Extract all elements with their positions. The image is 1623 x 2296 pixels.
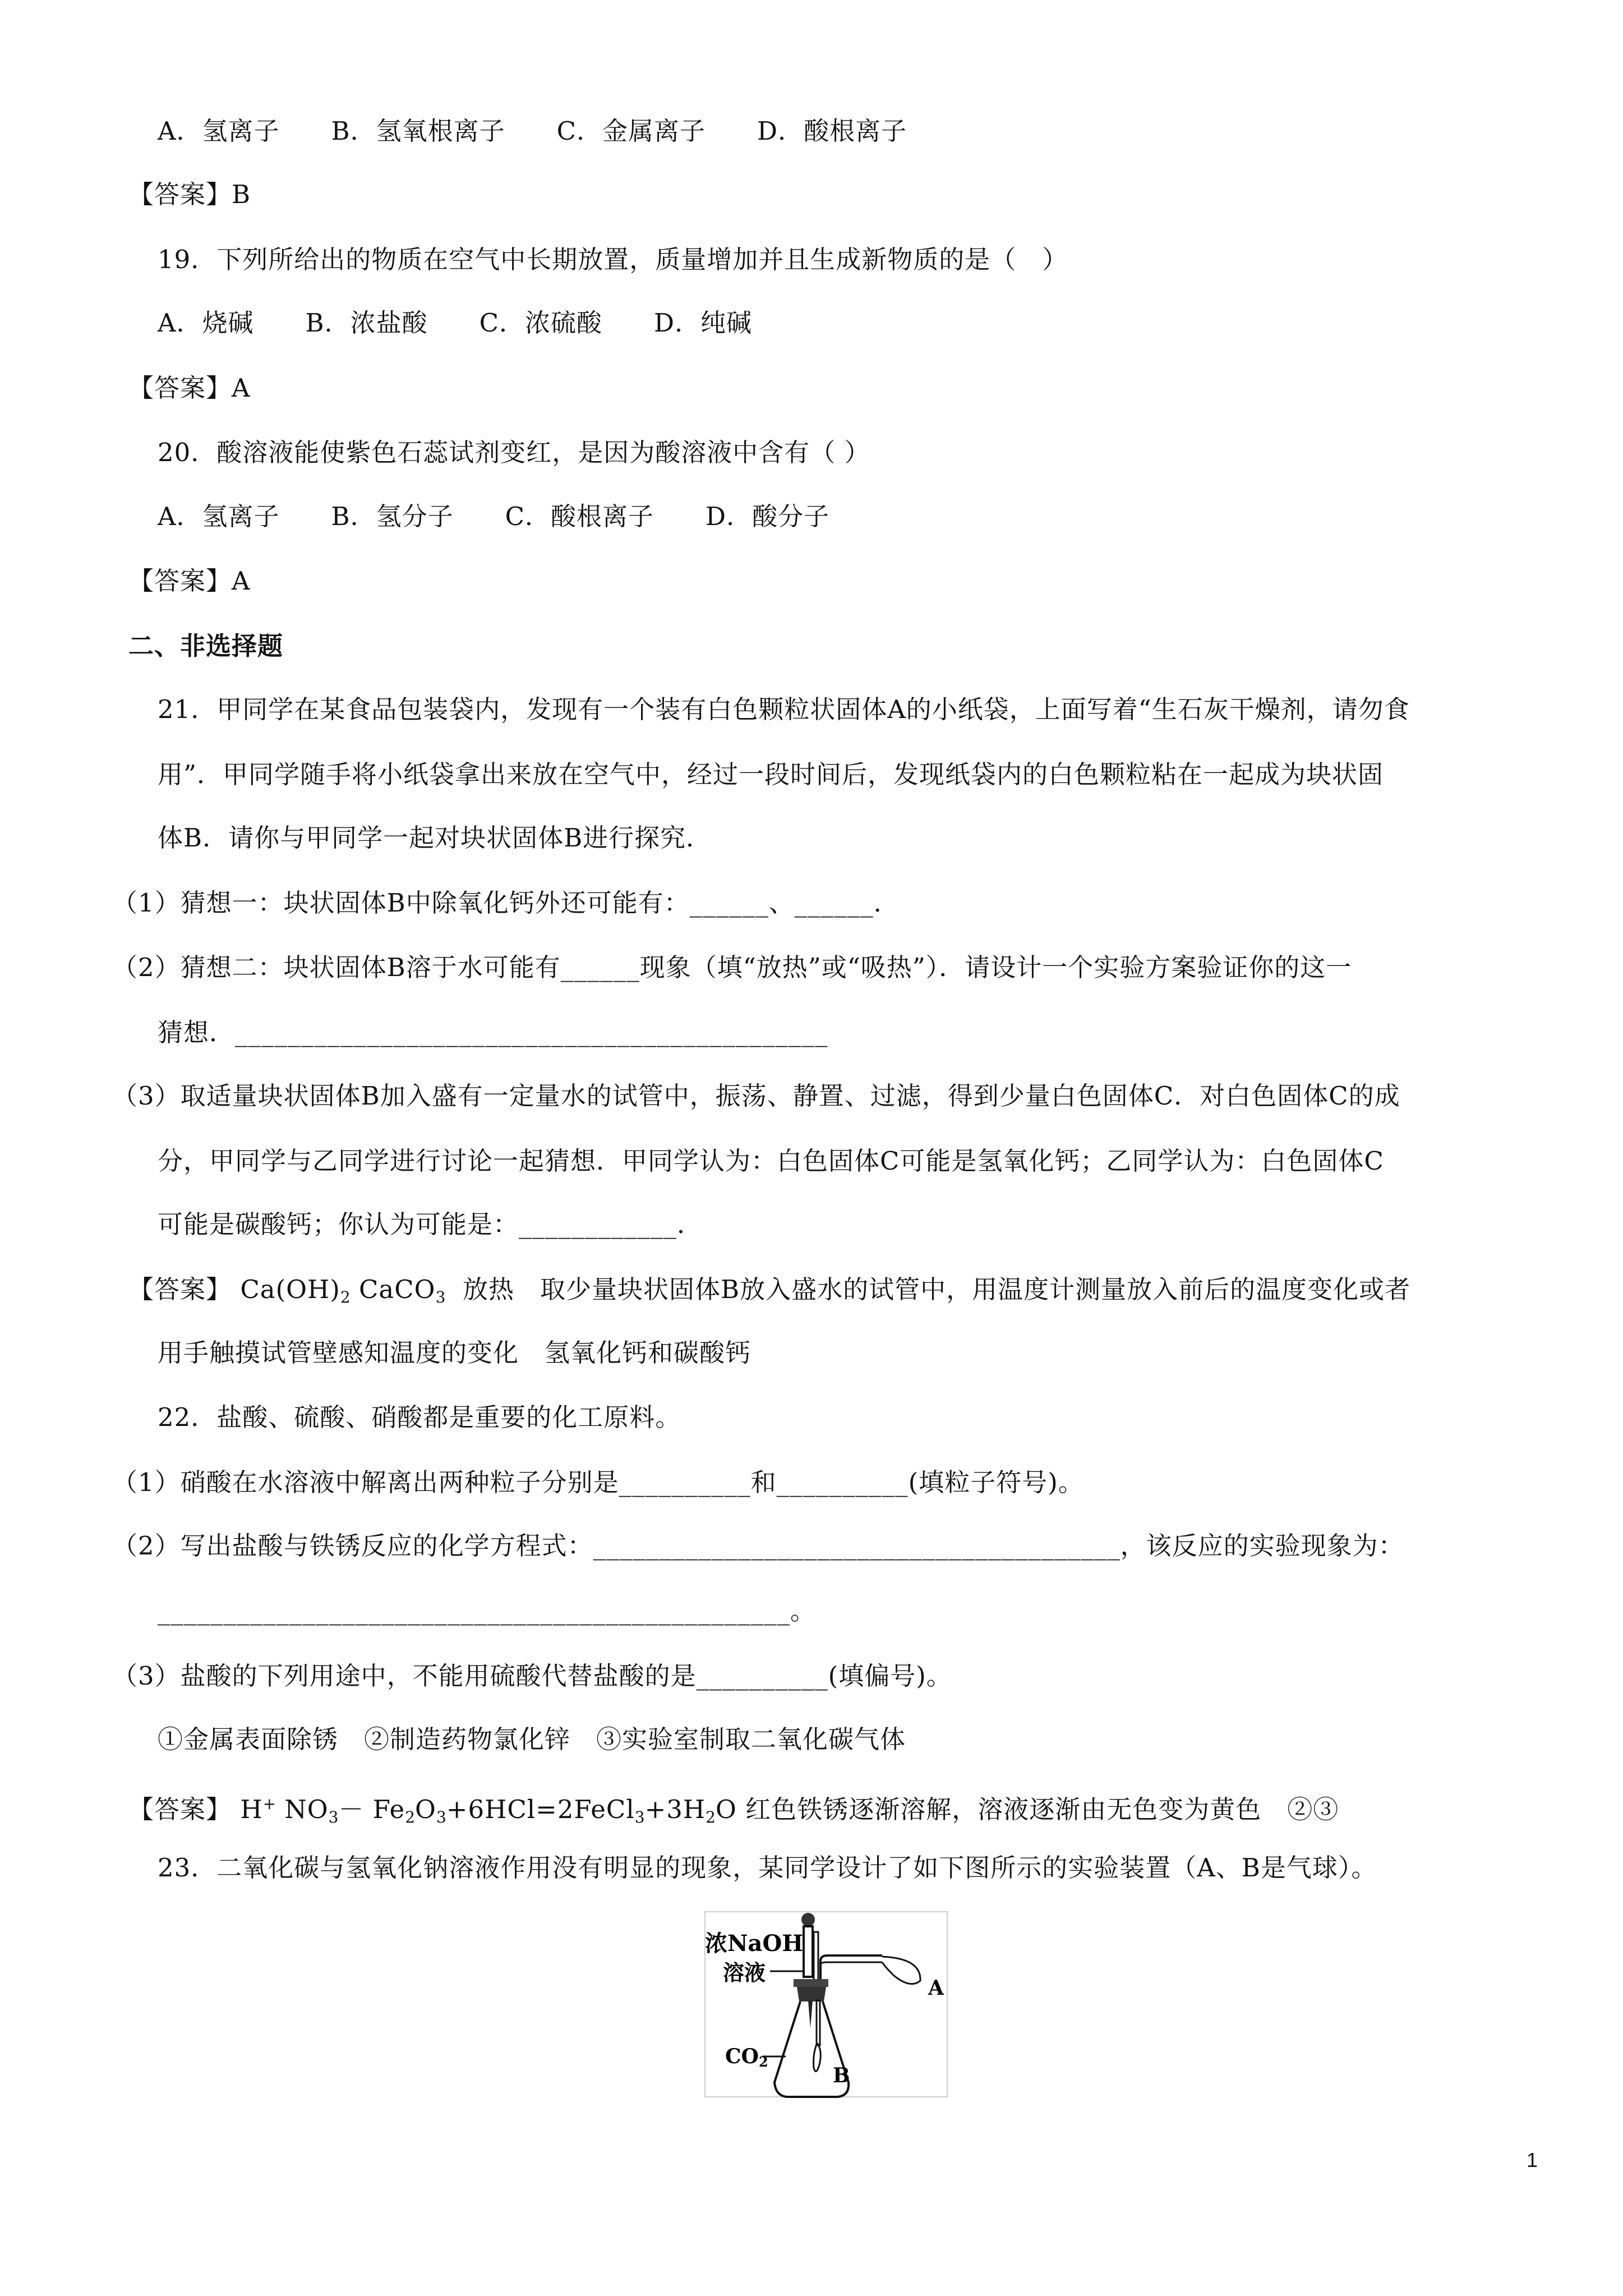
q21-answer-line1 — [128, 1272, 1410, 1308]
q22-part2-line2: ________________________________________________。 — [158, 1596, 817, 1626]
q19-answer: 【答案】A — [128, 373, 251, 403]
q21-answer-line2: 用手触摸试管壁感知温度的变化 氢氧化钙和碳酸钙 — [158, 1338, 751, 1368]
flask-balloon-diagram — [686, 1911, 949, 2099]
label-solution: 溶液 — [723, 1960, 766, 1985]
q21-part1: （1）猜想一：块状固体B中除氧化钙外还可能有：______、______． — [112, 888, 900, 918]
answer-text: 放热 取少量块状固体B放入盛水的试管中，用温度计测量放入前后的温度变化或者 — [463, 1274, 1411, 1304]
formula-calcium-hydroxide: $Ca(OH)_2$ — [240, 1274, 351, 1306]
q21-part3-line1: （3）取适量块状固体B加入盛有一定量水的试管中，振荡、静置、过滤，得到少量白色固体C．对白色固体C的成 — [112, 1081, 1400, 1111]
chemical-equation: $Fe_2O_3+6HCl=2FeCl_3+3H_2O$ — [372, 1795, 737, 1826]
q22-choices: ①金属表面除锈 ②制造药物氯化锌 ③实验室制取二氧化碳气体 — [158, 1724, 906, 1754]
q23-stem: 23．二氧化碳与氢氧化钠溶液作用没有明显的现象，某同学设计了如下图所示的实验装置（A、B是气球）。 — [158, 1853, 1377, 1883]
section-heading: 二、非选择题 — [128, 631, 284, 661]
q18-answer: 【答案】B — [128, 180, 251, 209]
label-balloon-b: B — [833, 2064, 850, 2087]
label-balloon-a: A — [928, 1976, 944, 2000]
label-naoh: 浓NaOH — [705, 1930, 804, 1957]
q22-part1: （1）硝酸在水溶液中解离出两种粒子分别是__________和__________(填粒子符号)。 — [112, 1467, 1084, 1497]
answer-label: 【答案】 — [128, 1274, 232, 1304]
q22-part3: （3）盐酸的下列用途中，不能用硫酸代替盐酸的是__________(填偏号)。 — [112, 1661, 952, 1691]
q19-stem: 19．下列所给出的物质在空气中长期放置，质量增加并且生成新物质的是（ ） — [158, 245, 1068, 274]
apparatus-figure — [686, 1911, 949, 2099]
q21-stem-line1: 21．甲同学在某食品包装袋内，发现有一个装有白色颗粒状固体A的小纸袋，上面写着“生石灰干燥剂，请勿食 — [158, 694, 1410, 724]
q22-answer — [128, 1786, 1339, 1826]
q21-part3-line3: 可能是碳酸钙；你认为可能是：____________． — [158, 1209, 703, 1239]
ion-hydrogen: H+ — [240, 1795, 276, 1824]
q21-part3-line2: 分，甲同学与乙同学进行讨论一起猜想．甲同学认为：白色固体C可能是氢氧化钙；乙同学认为：白色固体C — [158, 1146, 1384, 1176]
label-co2: CO2 — [725, 2045, 768, 2070]
q21-stem-line2: 用”．甲同学随手将小纸袋拿出来放在空气中，经过一段时间后，发现纸袋内的白色颗粒粘在一起成为块状固 — [158, 760, 1384, 789]
q19-options: A．烧碱 B．浓盐酸 C．浓硫酸 D．纯碱 — [158, 308, 753, 338]
answer-label: 【答案】 — [128, 1795, 232, 1824]
q18-options: A．氢离子 B．氢氧根离子 C．金属离子 D．酸根离子 — [158, 116, 907, 146]
q20-stem: 20．酸溶液能使紫色石蕊试剂变红，是因为酸溶液中含有（ ） — [158, 438, 870, 467]
q22-part2-line1: （2）写出盐酸与铁锈反应的化学方程式：________________________________________，该反应的实验现象为： — [112, 1531, 1404, 1561]
q22-stem: 22．盐酸、硫酸、硝酸都是重要的化工原料。 — [158, 1402, 681, 1432]
q21-part2-line1: （2）猜想二：块状固体B溶于水可能有______现象（填“放热”或“吸热”）．请设计一个实验方案验证你的这一 — [112, 953, 1352, 982]
q20-options: A．氢离子 B．氢分子 C．酸根离子 D．酸分子 — [158, 501, 830, 531]
q20-answer: 【答案】A — [128, 566, 251, 596]
formula-calcium-carbonate: CaCO$_3$ — [358, 1274, 446, 1306]
ion-nitrate: $NO_3-$ — [284, 1795, 365, 1826]
answer-text: 红色铁锈逐渐溶解，溶液逐渐由无色变为黄色 ②③ — [745, 1795, 1339, 1824]
q21-stem-line3: 体B．请你与甲同学一起对块状固体B进行探究． — [158, 823, 712, 853]
page-number: 1 — [1527, 2148, 1538, 2171]
q21-part2-line2: 猜想．_____________________________________________ — [158, 1018, 828, 1047]
